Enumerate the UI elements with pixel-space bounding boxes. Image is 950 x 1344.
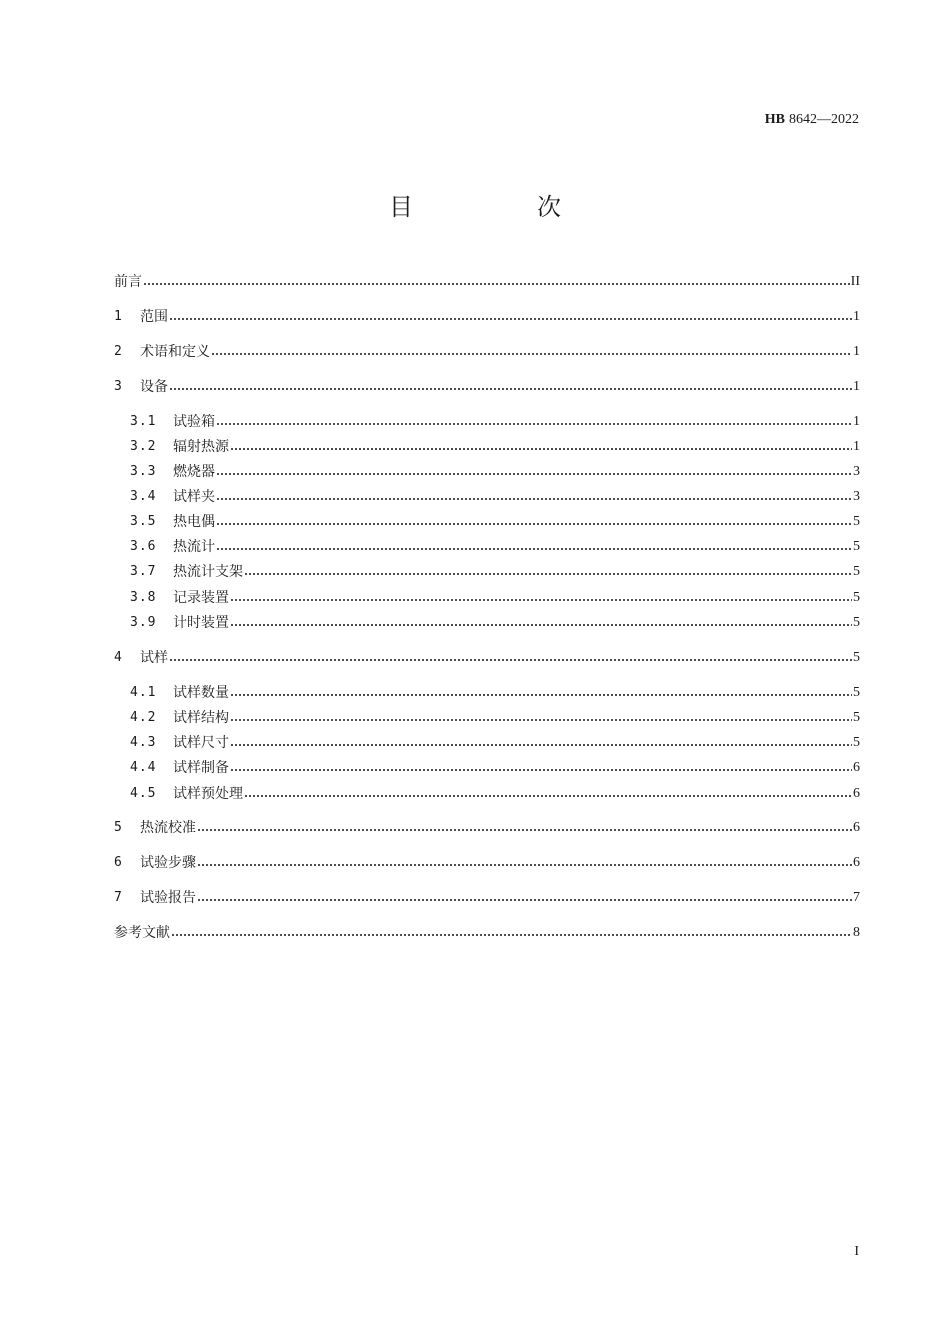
- toc-entry-title: 燃烧器: [173, 464, 215, 480]
- toc-entry[interactable]: [130, 733, 860, 753]
- toc-entry-title: 设备: [140, 379, 168, 395]
- toc-entry-page: 5: [853, 590, 860, 605]
- toc-entry-page: 1: [853, 379, 860, 394]
- dot-leader: [244, 562, 852, 582]
- toc-entry-page: 5: [853, 650, 860, 665]
- toc-entry-page: 1: [853, 414, 860, 429]
- toc-entry-number: 3.9: [130, 615, 157, 630]
- toc-entry[interactable]: [114, 377, 860, 397]
- toc-entry-title: 试样预处理: [173, 786, 243, 802]
- dot-leader: [244, 784, 852, 804]
- toc-entry-page: 6: [853, 855, 860, 870]
- toc-entry[interactable]: [130, 537, 860, 557]
- toc-entry[interactable]: [130, 613, 860, 633]
- toc-entry-title: 热流计支架: [173, 564, 243, 580]
- toc-entry-page: 1: [853, 439, 860, 454]
- dot-leader: [216, 462, 852, 482]
- toc-entry[interactable]: [130, 562, 860, 582]
- toc-entry-number: 4.4: [130, 760, 157, 775]
- toc-entry-title: 计时装置: [173, 615, 229, 631]
- toc-entry[interactable]: [130, 708, 860, 728]
- toc-entry-page: 5: [853, 615, 860, 630]
- standard-number: 8642—2022: [789, 112, 859, 127]
- toc-entry[interactable]: [114, 648, 860, 668]
- dot-leader: [169, 377, 852, 397]
- toc-entry-page: 3: [853, 464, 860, 479]
- toc-entry-page: 5: [853, 735, 860, 750]
- dot-leader: [169, 648, 852, 668]
- toc-entry-title: 热电偶: [173, 514, 215, 530]
- toc-entry[interactable]: [130, 412, 860, 432]
- dot-leader: [211, 342, 852, 362]
- toc-entry-number: 3: [114, 379, 122, 394]
- toc-entry[interactable]: [130, 683, 860, 703]
- dot-leader: [230, 588, 852, 608]
- toc-entry-number: 3.3: [130, 464, 157, 479]
- toc-entry-number: 3.6: [130, 539, 157, 554]
- toc-entry-number: 4.1: [130, 685, 157, 700]
- toc-entry-title: 试样夹: [173, 489, 215, 505]
- dot-leader: [230, 708, 852, 728]
- standard-code: [765, 110, 859, 130]
- toc-entry-page: 5: [853, 539, 860, 554]
- dot-leader: [197, 888, 852, 908]
- toc-entry-number: 4.2: [130, 710, 157, 725]
- toc-entry-number: 3.7: [130, 564, 157, 579]
- toc-entry-page: 6: [853, 760, 860, 775]
- toc-entry-page: 5: [853, 564, 860, 579]
- toc-entry-page: 7: [853, 890, 860, 905]
- toc-entry-title: 前言: [114, 274, 142, 290]
- toc-entry-page: 5: [853, 710, 860, 725]
- toc-entry[interactable]: [114, 272, 860, 292]
- standard-prefix: HB: [764, 112, 785, 127]
- toc-entry-number: 4: [114, 650, 122, 665]
- toc-entry-page: 6: [853, 820, 860, 835]
- toc-entry-number: 3.2: [130, 439, 157, 454]
- toc-entry-title: 术语和定义: [140, 344, 210, 360]
- dot-leader: [169, 307, 852, 327]
- toc-entry[interactable]: [114, 853, 860, 873]
- toc-entry-number: 7: [114, 890, 122, 905]
- toc-entry-number: 5: [114, 820, 122, 835]
- dot-leader: [230, 758, 852, 778]
- toc-entry[interactable]: [114, 923, 860, 943]
- dot-leader: [143, 272, 850, 292]
- toc-entry[interactable]: [130, 784, 860, 804]
- toc-entry[interactable]: [114, 307, 860, 327]
- dot-leader: [216, 412, 852, 432]
- toc-entry-title: 辐射热源: [173, 439, 229, 455]
- toc-entry-number: 6: [114, 855, 122, 870]
- toc-entry[interactable]: [114, 818, 860, 838]
- dot-leader: [216, 512, 852, 532]
- toc-entry-number: 4.3: [130, 735, 157, 750]
- toc-entry-page: 5: [853, 685, 860, 700]
- toc-entry-number: 4.5: [130, 786, 157, 801]
- toc-entry[interactable]: [114, 342, 860, 362]
- toc-entry[interactable]: [130, 758, 860, 778]
- toc-entry-page: 6: [853, 786, 860, 801]
- toc-entry-title: 热流计: [173, 539, 215, 555]
- toc-entry-number: 1: [114, 309, 122, 324]
- toc-entry-number: 3.4: [130, 489, 157, 504]
- toc-entry-title: 参考文献: [114, 925, 170, 941]
- toc-entry-title: 试样制备: [173, 760, 229, 776]
- toc-entry-title: 试验箱: [173, 414, 215, 430]
- dot-leader: [197, 818, 852, 838]
- toc-entry-title: 试验步骤: [140, 855, 196, 871]
- dot-leader: [216, 487, 852, 507]
- dot-leader: [216, 537, 852, 557]
- toc-entry-page: 3: [853, 489, 860, 504]
- toc-entry-page: II: [850, 274, 860, 289]
- toc-entry-number: 3.5: [130, 514, 157, 529]
- toc-entry-title: 试样尺寸: [173, 735, 229, 751]
- toc-entry-page: 8: [853, 925, 860, 940]
- toc-entry[interactable]: [114, 888, 860, 908]
- dot-leader: [230, 613, 852, 633]
- dot-leader: [197, 853, 852, 873]
- dot-leader: [230, 437, 852, 457]
- toc-entry[interactable]: [130, 588, 860, 608]
- toc-entry-title: 热流校准: [140, 820, 196, 836]
- toc-entry-title: 试样结构: [173, 710, 229, 726]
- toc-entry-title: 记录装置: [173, 590, 229, 606]
- dot-leader: [171, 923, 852, 943]
- toc-entry-title: 试验报告: [140, 890, 196, 906]
- dot-leader: [230, 733, 852, 753]
- toc-entry[interactable]: [130, 437, 860, 457]
- dot-leader: [230, 683, 852, 703]
- toc-entry[interactable]: [130, 462, 860, 482]
- toc-entry-number: 2: [114, 344, 122, 359]
- toc-entry-title: 试样数量: [173, 685, 229, 701]
- toc-entry[interactable]: [130, 512, 860, 532]
- toc-entry-page: 1: [853, 344, 860, 359]
- toc-entry-page: 5: [853, 514, 860, 529]
- toc-entry-title: 试样: [140, 650, 168, 666]
- toc-entry-page: 1: [853, 309, 860, 324]
- page-number: I: [854, 1244, 859, 1259]
- toc-title: 目 次: [389, 193, 611, 221]
- toc-entry-number: 3.8: [130, 590, 157, 605]
- toc-entry-title: 范围: [140, 309, 168, 325]
- toc-entry-number: 3.1: [130, 414, 157, 429]
- toc-entry[interactable]: [130, 487, 860, 507]
